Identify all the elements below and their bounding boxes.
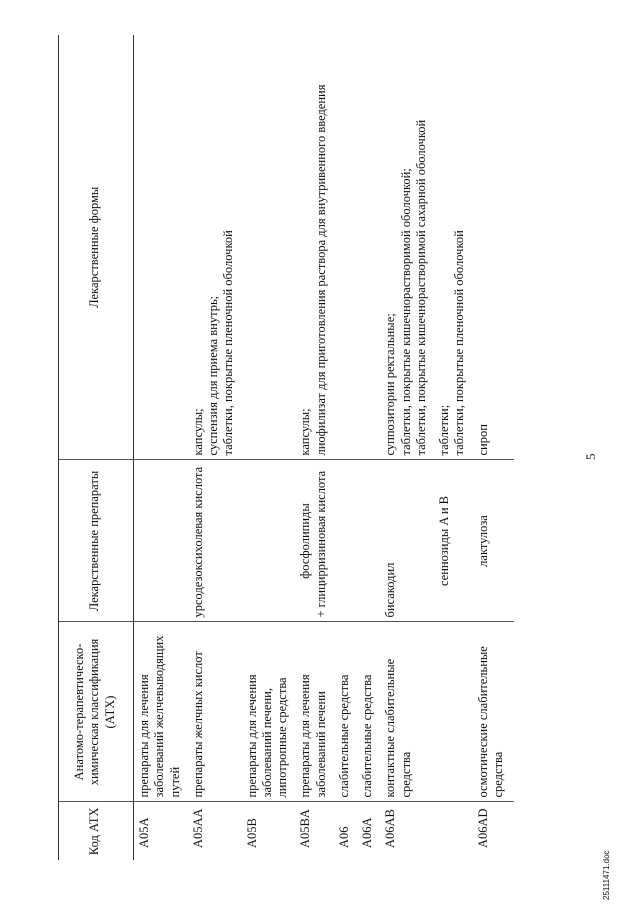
atc-code: A06A — [360, 817, 374, 848]
header-code: Код АТХ — [59, 802, 134, 860]
drug-name: урсодезоксихолевая кислота — [188, 460, 242, 622]
header-classification: Анатомо-терапевтическо-химическая классификация (АТХ) — [59, 622, 134, 802]
table-row — [242, 35, 296, 860]
drug-name-line: + глицирризиновая кислота — [313, 470, 328, 618]
atc-code: A05AA — [190, 808, 205, 848]
drug-form: таблетки, покрытые пленочной оболочкой — [221, 230, 236, 456]
table-row — [380, 35, 434, 860]
drug-form: таблетки, покрытые пленочной оболочкой — [452, 230, 467, 456]
page-number: 5 — [583, 453, 598, 460]
drug-form: лиофилизат для приготовления раствора для внутривенного введения — [313, 84, 328, 456]
atc-classification: препараты желчных кислот — [188, 622, 242, 802]
table-row — [357, 35, 380, 860]
drug-forms — [242, 35, 296, 460]
drug-forms — [473, 35, 515, 460]
atc-code: A05A — [137, 817, 151, 848]
table-row — [134, 35, 188, 860]
drug-form: суспензия для приема внутрь; — [206, 295, 220, 456]
drug-name — [295, 460, 334, 622]
table-header-row — [59, 35, 134, 860]
atc-code: A06AD — [475, 808, 490, 848]
atc-classification — [434, 622, 473, 802]
drug-forms — [380, 35, 434, 460]
atc-classification: препараты для лечения заболеваний желчевыводящих путей — [134, 622, 188, 802]
atc-code: A06AB — [383, 809, 398, 848]
drug-forms — [188, 35, 242, 460]
drug-form: таблетки, покрытые кишечнорастворимой сахарной оболочкой — [413, 119, 428, 456]
table-row — [434, 35, 473, 860]
document-footer-id: 25111471.doc — [602, 850, 611, 900]
drug-forms — [334, 35, 357, 460]
header-forms: Лекарственные формы — [59, 35, 134, 460]
drug-form: таблетки, покрытые кишечнорастворимой оболочкой; — [398, 168, 413, 456]
drug-forms — [134, 35, 188, 460]
drug-name: сеннозиды A и B — [434, 460, 473, 622]
atc-code: A06 — [336, 826, 351, 848]
table-row — [334, 35, 357, 860]
drug-forms — [434, 35, 473, 460]
atc-code — [434, 802, 473, 860]
table-row — [295, 35, 334, 860]
drug-form: таблетки; — [437, 404, 451, 456]
atc-code: A05BA — [298, 809, 313, 848]
drug-form: капсулы; — [298, 408, 313, 456]
table-row — [188, 35, 242, 860]
drug-name-line: фосфолипиды — [298, 503, 313, 579]
drug-form: капсулы; — [190, 408, 205, 456]
drug-name — [134, 460, 188, 622]
atc-code: A05B — [244, 818, 259, 848]
drug-name — [334, 460, 357, 622]
atc-classification: осмотические слабительные средства — [473, 622, 515, 802]
drug-name: лактулоза — [473, 460, 515, 622]
header-drugs: Лекарственные препараты — [59, 460, 134, 622]
drug-forms — [357, 35, 380, 460]
drug-name — [242, 460, 296, 622]
atc-classification: слабительные средства — [357, 622, 380, 802]
drug-name: бисакодил — [380, 460, 434, 622]
atc-drug-table — [58, 35, 514, 860]
atc-classification: слабительные средства — [334, 622, 357, 802]
atc-classification: препараты для лечения заболеваний печени, липотропные средства — [242, 622, 296, 802]
table-row — [473, 35, 515, 860]
drug-forms — [295, 35, 334, 460]
atc-classification: препараты для лечения заболеваний печени — [295, 622, 334, 802]
drug-form: сироп — [475, 424, 490, 456]
drug-form: суппозитории ректальные; — [383, 313, 398, 456]
drug-name — [357, 460, 380, 622]
atc-classification: контактные слабительные средства — [380, 622, 434, 802]
